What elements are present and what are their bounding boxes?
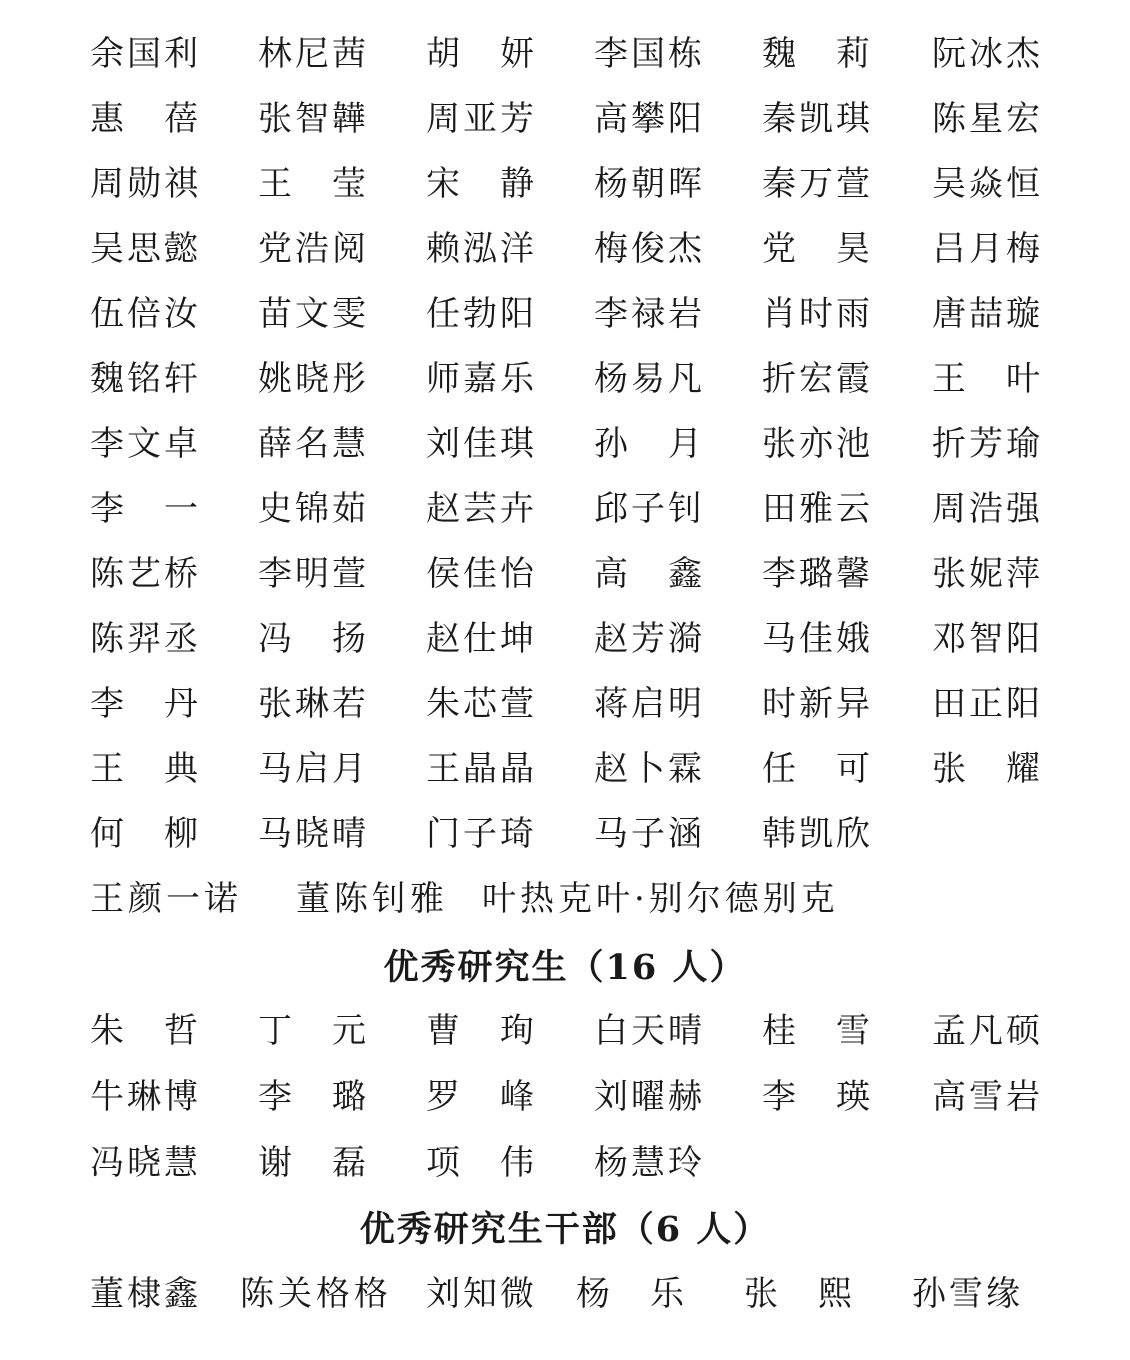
name-cell: 伍倍汝 bbox=[90, 294, 198, 334]
name-cell: 陈关格格 bbox=[240, 1274, 392, 1314]
name-cell: 赵仕坤 bbox=[426, 619, 534, 659]
name-cell: 何 柳 bbox=[90, 814, 198, 854]
name-cell: 师嘉乐 bbox=[426, 359, 534, 399]
name-cell: 吴焱恒 bbox=[932, 164, 1040, 204]
name-row bbox=[0, 89, 1130, 149]
name-cell: 周勋祺 bbox=[90, 164, 198, 204]
name-row bbox=[0, 739, 1130, 799]
name-cell: 孙 月 bbox=[594, 424, 702, 464]
name-cell: 李 璐 bbox=[258, 1077, 366, 1117]
name-cell: 董棣鑫 bbox=[90, 1274, 198, 1314]
name-cell: 田雅云 bbox=[762, 489, 870, 529]
name-cell: 谢 磊 bbox=[258, 1143, 366, 1183]
name-cell: 董陈钊雅 bbox=[296, 879, 448, 919]
name-cell: 田正阳 bbox=[932, 684, 1040, 724]
name-row bbox=[0, 544, 1130, 604]
name-cell: 门子琦 bbox=[426, 814, 534, 854]
name-cell: 王 莹 bbox=[258, 164, 366, 204]
name-cell: 曹 珣 bbox=[426, 1011, 534, 1051]
name-cell: 秦万萱 bbox=[762, 164, 870, 204]
name-cell: 赵卜霖 bbox=[594, 749, 702, 789]
name-row bbox=[0, 1264, 1130, 1324]
name-cell: 周浩强 bbox=[932, 489, 1040, 529]
name-cell: 朱芯萱 bbox=[426, 684, 534, 724]
name-row bbox=[0, 349, 1130, 409]
name-cell: 刘曜赫 bbox=[594, 1077, 702, 1117]
name-cell: 阮冰杰 bbox=[932, 34, 1040, 74]
name-row bbox=[0, 1133, 1130, 1193]
name-cell: 韩凯欣 bbox=[762, 814, 870, 854]
name-cell: 王 典 bbox=[90, 749, 198, 789]
name-cell: 薛名慧 bbox=[258, 424, 366, 464]
name-cell: 张亦池 bbox=[762, 424, 870, 464]
name-row bbox=[0, 414, 1130, 474]
name-cell: 折宏霞 bbox=[762, 359, 870, 399]
name-row bbox=[0, 609, 1130, 669]
name-row bbox=[0, 479, 1130, 539]
name-cell: 叶热克叶·别尔德别克 bbox=[482, 879, 839, 919]
name-cell: 宋 静 bbox=[426, 164, 534, 204]
name-cell: 任 可 bbox=[762, 749, 870, 789]
name-cell: 党浩阅 bbox=[258, 229, 366, 269]
name-cell: 唐喆璇 bbox=[932, 294, 1040, 334]
name-cell: 罗 峰 bbox=[426, 1077, 534, 1117]
name-cell: 张 耀 bbox=[932, 749, 1040, 789]
name-cell: 张琳若 bbox=[258, 684, 366, 724]
name-cell: 李 丹 bbox=[90, 684, 198, 724]
name-row-long-names bbox=[0, 869, 1130, 929]
name-cell: 刘知微 bbox=[426, 1274, 534, 1314]
name-cell: 王晶晶 bbox=[426, 749, 534, 789]
name-cell: 白天晴 bbox=[594, 1011, 702, 1051]
name-cell: 赖泓洋 bbox=[426, 229, 534, 269]
name-cell: 吕月梅 bbox=[932, 229, 1040, 269]
section-heading-outstanding-graduates: 优秀研究生（16 人） bbox=[383, 947, 747, 988]
name-cell: 惠 蓓 bbox=[90, 99, 198, 139]
name-cell: 朱 哲 bbox=[90, 1011, 198, 1051]
name-row bbox=[0, 154, 1130, 214]
name-row bbox=[0, 1067, 1130, 1127]
name-cell: 魏铭轩 bbox=[90, 359, 198, 399]
name-cell: 张智韡 bbox=[258, 99, 366, 139]
name-cell: 高 鑫 bbox=[594, 554, 702, 594]
name-cell: 苗文雯 bbox=[258, 294, 366, 334]
name-cell: 赵芳漪 bbox=[594, 619, 702, 659]
name-cell: 姚晓彤 bbox=[258, 359, 366, 399]
name-cell: 魏 莉 bbox=[762, 34, 870, 74]
name-cell: 冯晓慧 bbox=[90, 1143, 198, 1183]
name-cell: 折芳瑜 bbox=[932, 424, 1040, 464]
name-row bbox=[0, 219, 1130, 279]
name-cell: 马启月 bbox=[258, 749, 366, 789]
name-cell: 王 叶 bbox=[932, 359, 1040, 399]
section-heading-outstanding-cadres: 优秀研究生干部（6 人） bbox=[359, 1209, 771, 1250]
name-cell: 项 伟 bbox=[426, 1143, 534, 1183]
name-cell: 张妮萍 bbox=[932, 554, 1040, 594]
name-cell: 邓智阳 bbox=[932, 619, 1040, 659]
name-cell: 刘佳琪 bbox=[426, 424, 534, 464]
name-cell: 李 一 bbox=[90, 489, 198, 529]
name-cell: 李禄岩 bbox=[594, 294, 702, 334]
name-cell: 杨朝晖 bbox=[594, 164, 702, 204]
name-cell: 肖时雨 bbox=[762, 294, 870, 334]
name-cell: 李明萱 bbox=[258, 554, 366, 594]
name-cell: 蒋启明 bbox=[594, 684, 702, 724]
name-cell: 周亚芳 bbox=[426, 99, 534, 139]
name-cell: 李 瑛 bbox=[762, 1077, 870, 1117]
name-row bbox=[0, 804, 1130, 864]
name-cell: 张 熙 bbox=[744, 1274, 852, 1314]
name-cell: 秦凯琪 bbox=[762, 99, 870, 139]
name-cell: 邱子钊 bbox=[594, 489, 702, 529]
name-cell: 杨 乐 bbox=[576, 1274, 684, 1314]
name-cell: 吴思懿 bbox=[90, 229, 198, 269]
name-cell: 任勃阳 bbox=[426, 294, 534, 334]
name-cell: 冯 扬 bbox=[258, 619, 366, 659]
name-cell: 杨易凡 bbox=[594, 359, 702, 399]
name-cell: 陈星宏 bbox=[932, 99, 1040, 139]
name-cell: 林尼茜 bbox=[258, 34, 366, 74]
name-cell: 孟凡硕 bbox=[932, 1011, 1040, 1051]
name-cell: 党 昊 bbox=[762, 229, 870, 269]
name-cell: 陈羿丞 bbox=[90, 619, 198, 659]
name-cell: 杨慧玲 bbox=[594, 1143, 702, 1183]
name-cell: 马佳娥 bbox=[762, 619, 870, 659]
name-cell: 时新异 bbox=[762, 684, 870, 724]
name-cell: 赵芸卉 bbox=[426, 489, 534, 529]
name-cell: 梅俊杰 bbox=[594, 229, 702, 269]
name-cell: 李文卓 bbox=[90, 424, 198, 464]
name-cell: 余国利 bbox=[90, 34, 198, 74]
name-cell: 胡 妍 bbox=[426, 34, 534, 74]
name-cell: 丁 元 bbox=[258, 1011, 366, 1051]
name-cell: 史锦茹 bbox=[258, 489, 366, 529]
name-cell: 高攀阳 bbox=[594, 99, 702, 139]
name-cell: 陈艺桥 bbox=[90, 554, 198, 594]
name-cell: 桂 雪 bbox=[762, 1011, 870, 1051]
name-row bbox=[0, 284, 1130, 344]
name-cell: 李国栋 bbox=[594, 34, 702, 74]
name-cell: 李璐馨 bbox=[762, 554, 870, 594]
name-cell: 马子涵 bbox=[594, 814, 702, 854]
name-cell: 马晓晴 bbox=[258, 814, 366, 854]
name-cell: 牛琳博 bbox=[90, 1077, 198, 1117]
name-cell: 侯佳怡 bbox=[426, 554, 534, 594]
name-row bbox=[0, 1001, 1130, 1061]
name-cell: 高雪岩 bbox=[932, 1077, 1040, 1117]
name-cell: 王颜一诺 bbox=[90, 879, 242, 919]
name-row bbox=[0, 674, 1130, 734]
name-cell: 孙雪缘 bbox=[912, 1274, 1020, 1314]
name-row bbox=[0, 24, 1130, 84]
